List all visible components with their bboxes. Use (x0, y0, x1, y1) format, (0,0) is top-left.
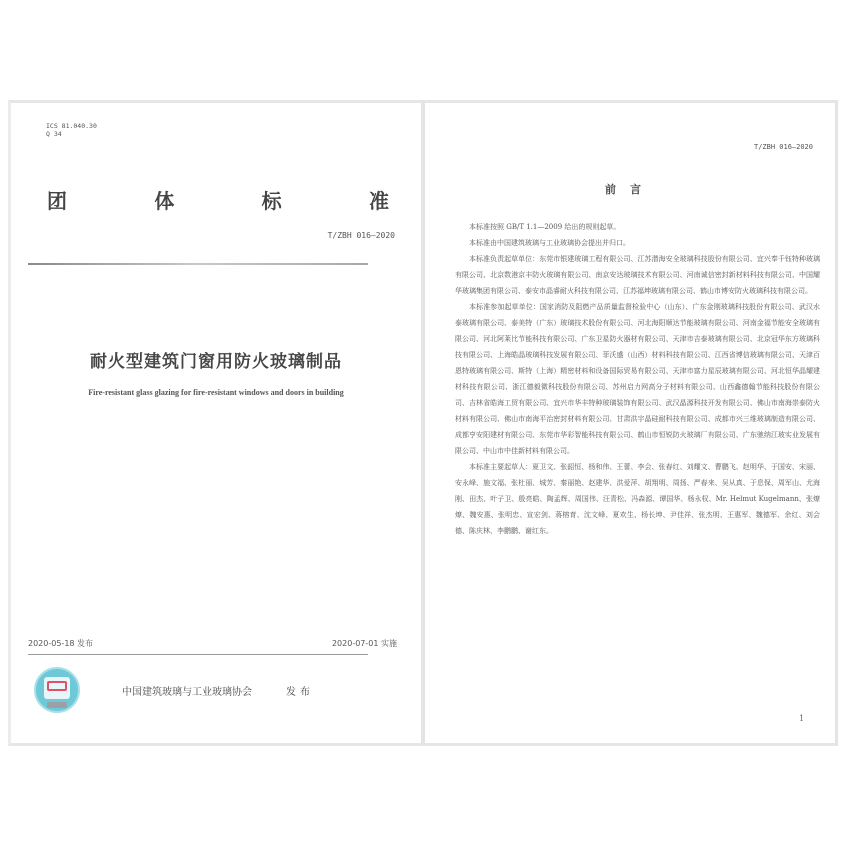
heading-char: 体 (154, 189, 175, 213)
standard-code-header: T/ZBH 016—2020 (753, 143, 813, 151)
heading-char: 准 (368, 189, 389, 213)
paragraph: 本标准负责起草单位：东莞市银建玻璃工程有限公司、江苏潜海安全玻璃科技股份有限公司、宜兴奉千钰特种玻璃有限公司、北京数港京丰防火玻璃有限公司、南京安达玻璃技术有限公司、河南诚信密封新材料科技有限公司、中国耀华玻璃集团有限公司、泰安市晶睿耐火科技有限公司、江苏福坤玻璃有限公司、鹤山市博安防火玻璃科技有限公司。 (455, 255, 820, 295)
top-rule (28, 263, 368, 265)
publish-label: 发布 (286, 687, 314, 698)
classification-codes (46, 122, 97, 138)
ics-code: ICS 81.040.30 (46, 122, 97, 130)
implement-date: 2020-07-01 实施 (331, 639, 397, 648)
bottom-rule (28, 654, 368, 655)
paragraph: 本标准由中国建筑玻璃与工业玻璃协会提出并归口。 (469, 239, 630, 247)
logo-band (47, 702, 67, 708)
cover-page (11, 103, 421, 743)
paragraph: 本标准主要起草人：夏卫文、张韶恒、杨和伟、王蕾、李会、张春红、刘耀文、曹鹏飞、赵明华、于国安、宋丽、安永峰、施文福、张杜丽、城芳、秦丽艳、赵建华、洪爱萍、胡翔明、周扬、严春来、吴从真、于息保、周军山、尤海刚、田杰、叶子卫、殷亮皓、陶孟辉、周国伟、汪青松、冯森源、谭国华、杨永权、Mr. Helmut Kugelmann、张燎燎、魏安惠、张明忠、宣宏剑、蒋榕育、沈文峰、夏欢生、杨长坤、尹佳祥、张杰明、王惠军、魏德军、余红、刘会德、陈庆林、李鹏鹏、谢红东。 (455, 463, 820, 535)
paragraph: 本标准参加起草单位：国家消防及阻燃产品质量监督检验中心（山东）、广东金刚玻璃科技股份有限公司、武汉水泰玻璃有限公司、泰美特（广东）玻璃技术股份有限公司、河北海阳顺达节能玻璃有限公司、河南金福节能安全玻璃有限公司、河北阿莱比节能科技有限公司、广东卫星防火器材有限公司、天津市吉泰玻璃有限公司、北京冠华东方玻璃科技有限公司、上海皓晶玻璃科技发展有限公司、菲沃盛（山西）材料科技有限公司、江西省博信玻璃有限公司、天津百恩特玻璃有限公司、斯特（上海）精密材料和设备国际贸易有限公司、天津市富力星辰玻璃有限公司、河北恒华晶耀建材科技有限公司、浙江德毅微科技股份有限公司、苏州启力网高分子材料有限公司、山西鑫德翰节能科技股份有限公司、吉林省皓海工贸有限公司、宜兴市华丰特种玻璃装饰有限公司、武汉晶源科技开发有限公司、佛山市南海崇泰防火材料有限公司、佛山市南海平治密封材料有限公司、甘肃洪宇晶硅耐科技有限公司、成都市兴三维玻璃制造有限公司、成都亨安阳建材有限公司、东莞市华彩智能科技有限公司、鹤山市恒锐防火玻璃厂有限公司、广东驰纳江玻实业发展有限公司、中山市中佳新材料有限公司。 (455, 303, 820, 455)
preface-body (455, 219, 820, 539)
logo-mark (47, 681, 67, 691)
ccs-code: Q 34 (46, 130, 62, 138)
page-number: 1 (799, 714, 805, 723)
preface-page (425, 103, 835, 743)
association-logo-icon (34, 667, 80, 713)
publisher-name: 中国建筑玻璃与工业玻璃协会 (122, 687, 252, 698)
standard-code: T/ZBH 016—2020 (327, 231, 395, 240)
document-title-en: Fire-resistant glass glazing for fire-resistant windows and doors in building (88, 388, 344, 397)
publish-date: 2020-05-18 发布 (28, 639, 94, 648)
document-title-cn: 耐火型建筑门窗用防火玻璃制品 (90, 352, 342, 372)
heading-char: 标 (261, 189, 282, 213)
paragraph: 本标准按照 GB/T 1.1—2009 给出的规则起草。 (469, 223, 621, 231)
group-standard-heading (47, 185, 389, 214)
heading-char: 团 (47, 189, 67, 213)
preface-title: 前言 (605, 183, 655, 196)
